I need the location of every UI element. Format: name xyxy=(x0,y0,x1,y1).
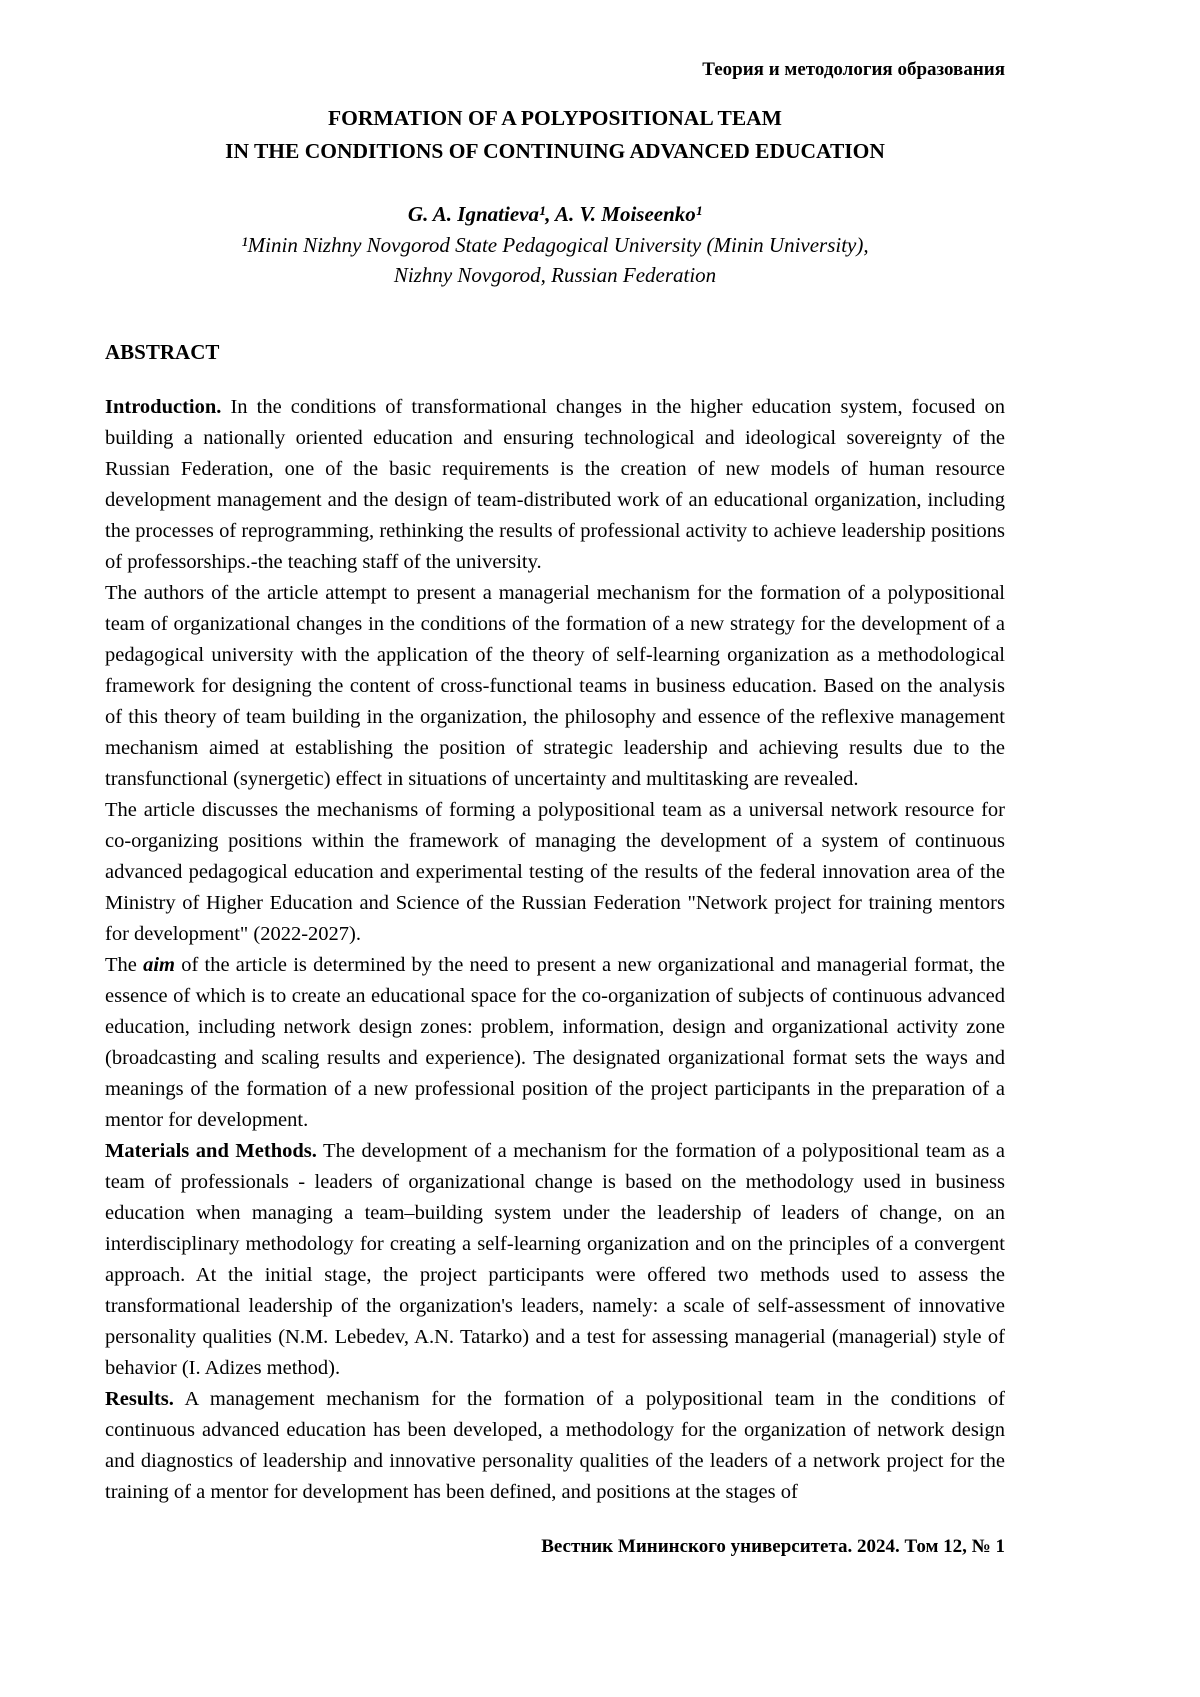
abstract-text-segment: In the conditions of transformational changes in the higher education system, focused on building a nationally oriented education and ensuring technological and ideological sovereignty of the Russian Federation, one of the basic requirements is the creation of new models of human resource development management and the design of team-distributed work of an educational organization, including the processes of reprogramming, rethinking the results of professional activity to achieve leadership positions of professorships.-the teaching staff of the university. xyxy=(105,396,1005,573)
abstract-text-segment: The article discusses the mechanisms of forming a polypositional team as a universal network resource for co-organizing positions within the framework of managing the development of a system of continuous advanced pedagogical education and experimental testing of the results of the federal innovation area of the Ministry of Higher Education and Science of the Russian Federation "Network project for training mentors for development" (2022-2027). xyxy=(105,799,1005,945)
abstract-text-segment: aim xyxy=(143,954,175,976)
journal-footer: Вестник Мининского университета. 2024. Том 12, № 1 xyxy=(541,1536,1005,1557)
abstract-text-segment: Introduction. xyxy=(105,396,222,418)
affiliation xyxy=(105,230,1005,290)
affiliation-line1: ¹Minin Nizhny Novgorod State Pedagogical University (Minin University), xyxy=(241,233,869,257)
abstract-text-segment: Materials and Methods. xyxy=(105,1140,317,1162)
article-title-line1: FORMATION OF A POLYPOSITIONAL TEAM xyxy=(328,106,782,130)
abstract-paragraph xyxy=(105,1384,1005,1508)
abstract-text-segment: The xyxy=(105,954,144,976)
running-head: Теория и методология образования xyxy=(702,59,1005,80)
abstract-paragraphs xyxy=(105,392,1005,1508)
abstract-heading: ABSTRACT xyxy=(105,340,220,364)
abstract-paragraph xyxy=(105,950,1005,1136)
abstract-paragraph xyxy=(105,795,1005,950)
article-title-line2: IN THE CONDITIONS OF CONTINUING ADVANCED EDUCATION xyxy=(225,139,885,163)
abstract-text-segment: The authors of the article attempt to present a managerial mechanism for the formation of a polypositional team of organizational changes in the conditions of the formation of a new strategy for the development of a pedagogical university with the application of the theory of self-learning organization as a methodological framework for designing the content of cross-functional teams in business education. Based on the analysis of this theory of team building in the organization, the philosophy and essence of the reflexive management mechanism aimed at establishing the position of strategic leadership and achieving results due to the transfunctional (synergetic) effect in situations of uncertainty and multitasking are revealed. xyxy=(105,582,1005,790)
article-title xyxy=(105,102,1005,168)
abstract-text-segment: Results. xyxy=(105,1388,174,1410)
abstract-text-segment: A management mechanism for the formation of a polypositional team in the conditions of continuous advanced education has been developed, a methodology for the organization of network design and diagnostics of leadership and innovative personality qualities of the leaders of a network project for the training of a mentor for development has been defined, and positions at the stages of xyxy=(105,1388,1005,1503)
abstract-paragraph xyxy=(105,1136,1005,1384)
abstract-paragraph xyxy=(105,392,1005,578)
page-content xyxy=(105,58,1005,1508)
abstract-paragraph xyxy=(105,578,1005,795)
authors-line: G. A. Ignatieva¹, A. V. Moiseenko¹ xyxy=(407,202,703,226)
abstract-text-segment: of the article is determined by the need to present a new organizational and managerial format, the essence of which is to create an educational space for the co-organization of subjects of continuous advanced education, including network design zones: problem, information, design and organizational activity zone (broadcasting and scaling results and experience). The designated organizational format sets the ways and meanings of the formation of a new professional position of the project participants in the preparation of a mentor for development. xyxy=(105,954,1005,1131)
affiliation-line2: Nizhny Novgorod, Russian Federation xyxy=(393,263,717,287)
abstract-text-segment: The development of a mechanism for the formation of a polypositional team as a team of professionals - leaders of organizational change is based on the methodology used in business education when managing a team–building system under the leadership of leaders of change, on an interdisciplinary methodology for creating a self-learning organization and on the principles of a convergent approach. At the initial stage, the project participants were offered two methods used to assess the transformational leadership of the organization's leaders, namely: a scale of self-assessment of innovative personality qualities (N.M. Lebedev, A.N. Tatarko) and a test for assessing managerial (managerial) style of behavior (I. Adizes method). xyxy=(105,1140,1005,1379)
